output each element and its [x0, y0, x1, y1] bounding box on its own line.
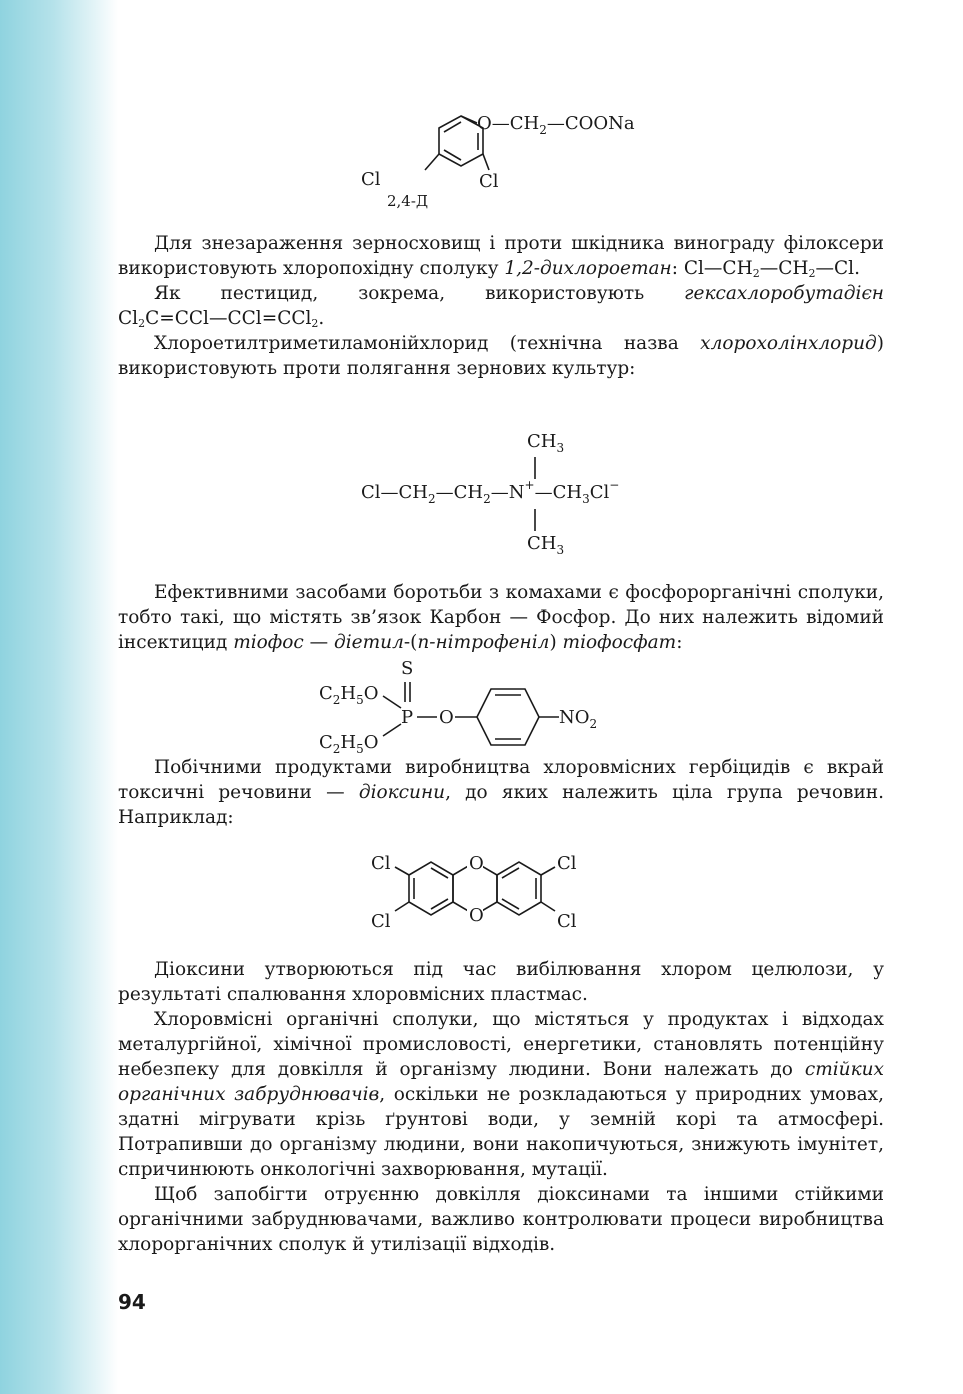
oxygen-top: O [469, 853, 484, 874]
phenyl-ring [477, 689, 539, 745]
formula-dichloroethane: $Cl—CH_2—CH_2—Cl$. [683, 258, 860, 280]
right-benzene-ring [497, 862, 541, 915]
text-block-3 [118, 755, 884, 830]
structure-caption: 2,4-Д [387, 192, 429, 210]
oxygen-bottom: O [469, 905, 484, 926]
nitro-group: $NO_2$ [559, 707, 598, 731]
ethoxy-top: $C_2H_5O$ [319, 683, 379, 707]
structure-dioxin [365, 845, 645, 940]
paragraph: Щоб запобігти отруєнню довкілля діоксинами та іншими стійкими органічними забруднювачами, важливо контролювати процеси виробництва хлорорганічних сполук й утилізації відходів. [118, 1184, 884, 1255]
chlorine-top-right: Cl [557, 853, 577, 874]
ethoxy-bottom: $C_2H_5O$ [319, 732, 379, 756]
structure-2-4-d [355, 100, 675, 215]
text-block-2 [118, 580, 884, 655]
chlorine-top-left: Cl [371, 853, 391, 874]
chlorine-left: Cl [361, 169, 381, 190]
oxyacetate-group: $O—CH_2—COONa$ [477, 113, 635, 137]
chlorine-right: Cl [479, 171, 499, 192]
text-block-1 [118, 231, 884, 381]
left-benzene-ring [409, 862, 453, 915]
ester-oxygen: O [439, 707, 454, 728]
structure-thiophos [315, 652, 635, 757]
methyl-bottom: $CH_3$ [527, 533, 565, 557]
phosphorus-atom: P [401, 707, 414, 728]
sulfur-atom: S [401, 658, 414, 679]
decorative-side-band [0, 0, 118, 1394]
text-block-4 [118, 957, 884, 1257]
main-chain: $Cl—CH_2—CH_2—N^+—CH_3Cl^-$ [361, 478, 620, 506]
structure-chlorocholine-chloride [355, 425, 675, 560]
paragraph: Побічними продуктами виробництва хлоровмісних гербіцидів є вкрай токсичні речовини — діоксини, до яких належить ціла група речовин. Наприклад: [118, 757, 885, 828]
paragraph: Діоксини утворюються під час вибілювання хлором целюлози, у результаті спалювання хлоровмісних пластмас. [118, 959, 884, 1005]
paragraph: Як пестицид, зокрема, використовують гексахлоробутадієн $Cl_2C=CCl—CCl=CCl_2$. [118, 283, 884, 330]
chlorine-bottom-right: Cl [557, 911, 577, 932]
paragraph: Ефективними засобами боротьби з комахами є фосфорорганічні сполуки, тобто такі, що містять зв’язок Карбон — Фосфор. До них належить відомий інсектицид тіофос — діетил-(п-нітрофеніл) тіофосфат: [118, 582, 884, 653]
paragraph: Хлоровмісні органічні сполуки, що містяться у продуктах і відходах металургійної, хімічної промисловості, енергетики, становлять потенційну небезпеку для довкілля й організму людини. Вони належать до стійких органічних забруднювачів, оскільки не розкладаються у природних умовах, здатні мігрувати крізь ґрунтові води, у земній корі та атмосфері. Потрапивши до організму людини, вони накопичуються, знижують імунітет, спричинюють онкологічні захворювання, мутації. [118, 1009, 884, 1180]
page-number: 94 [118, 1290, 146, 1314]
chlorine-bottom-left: Cl [371, 911, 391, 932]
paragraph: Для знезараження зерносховищ і проти шкідника винограду філоксери використовують хлоропохідну сполуку 1,2-дихлороетан: $Cl—CH_2—CH_2—Cl$. [118, 233, 884, 280]
paragraph: Хлороетилтриметиламонійхлорид (технічна назва хлорохолінхлорид) використовують проти полягання зернових культур: [118, 333, 884, 379]
formula-hexachlorobutadiene: $Cl_2C=CCl—CCl=CCl_2$. [118, 308, 325, 330]
methyl-top: $CH_3$ [527, 431, 565, 455]
